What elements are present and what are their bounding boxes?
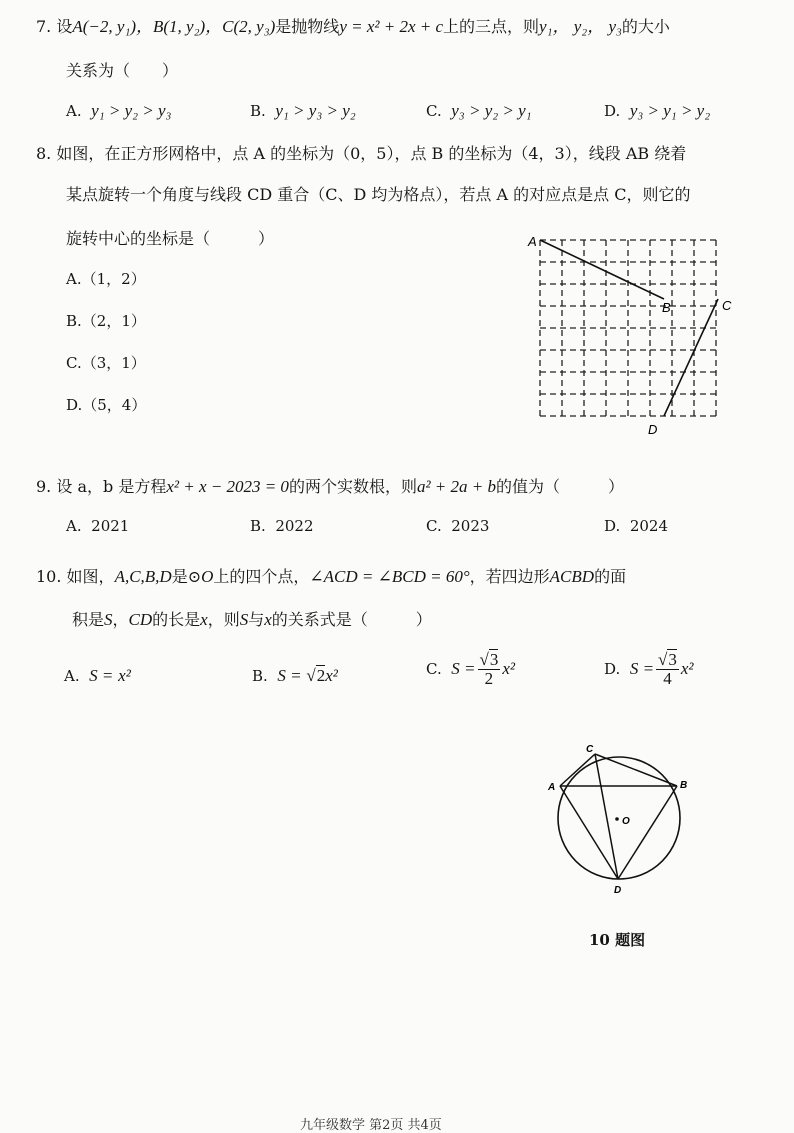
q10-option-b xyxy=(252,666,338,686)
radical-sign: √ xyxy=(306,666,316,685)
q9-option-c xyxy=(426,517,489,535)
fraction-denominator: 2 xyxy=(484,668,494,688)
option-label: B. xyxy=(66,312,82,330)
option-text: y₃ > y₂ > y₁ xyxy=(451,101,532,120)
option-lhs: S = xyxy=(277,666,302,685)
option-text: y₃ > y₁ > y₂ xyxy=(629,101,711,120)
fraction-numerator xyxy=(656,651,679,670)
segment-cd xyxy=(664,299,718,416)
option-text: y₁ > y₂ > y₃ xyxy=(91,101,172,120)
radical-sign: √ xyxy=(479,650,489,669)
q10-text-e: 的面 xyxy=(594,567,627,586)
q8-text-1: 如图，在正方形网格中，点 A 的坐标为（0，5），点 B 的坐标为（4，3），线段 AB 绕着 xyxy=(56,144,687,163)
option-label: D. xyxy=(66,396,83,414)
q10-angles: ∠ACD = ∠BCD = 60° xyxy=(309,567,470,586)
q7-stem-line2: 关系为（ ） xyxy=(66,61,179,80)
q10-text-j: 与 xyxy=(248,610,265,629)
q10-option-d xyxy=(604,651,694,689)
q7-option-c xyxy=(426,101,532,121)
q10-stem-line2 xyxy=(72,607,432,630)
point-b-label: B xyxy=(680,780,688,791)
var-s: S xyxy=(104,610,113,629)
q7-number: 7. xyxy=(36,17,52,36)
option-rhs: x² xyxy=(502,658,515,678)
q10-circle-name: O xyxy=(201,567,214,586)
option-label: C. xyxy=(66,354,82,372)
q10-text-a: 如图， xyxy=(66,567,115,586)
q8-stem-line1 xyxy=(36,141,686,164)
q9-expression: a² + 2a + b xyxy=(416,477,496,496)
circle-o xyxy=(558,757,680,879)
var-x: x xyxy=(200,610,208,629)
option-rhs: x² xyxy=(325,666,338,685)
q10-text-g: ， xyxy=(112,610,129,629)
option-label: D. xyxy=(604,517,621,535)
point-d-label: D xyxy=(648,422,658,437)
point-c-label: C xyxy=(722,298,732,313)
q10-option-c xyxy=(426,651,515,689)
radicand: 3 xyxy=(489,650,499,669)
q7-text-a: 设 xyxy=(56,17,73,36)
option-rhs: x² xyxy=(680,658,694,678)
option-label: C. xyxy=(426,659,442,678)
option-text: 2022 xyxy=(275,517,314,535)
var-x: x xyxy=(264,610,272,629)
q9-option-d xyxy=(604,517,668,535)
q7-points: A(−2, y₁)，B(1, y₂)，C(2, y₃) xyxy=(72,17,276,36)
q8-option-a xyxy=(66,268,146,289)
q10-quadrilateral: ACBD xyxy=(549,567,595,586)
option-text: 2024 xyxy=(629,517,668,535)
option-label: B. xyxy=(250,517,266,535)
q9-stem xyxy=(36,474,624,497)
option-lhs: S = xyxy=(451,658,476,678)
radicand: 3 xyxy=(668,650,677,669)
point-b-label: B xyxy=(662,300,671,315)
q10-text-d: ，若四边形 xyxy=(469,567,550,586)
option-label: D. xyxy=(604,659,621,678)
q10-text-c: 上的四个点， xyxy=(213,567,310,586)
q10-text-k: 的关系式是（ ） xyxy=(271,610,432,629)
option-lhs: S = xyxy=(629,658,655,678)
center-point xyxy=(615,817,619,821)
fraction-numerator xyxy=(478,651,501,670)
option-label: D. xyxy=(604,102,621,120)
q10-text-f: 积是 xyxy=(72,610,105,629)
option-text: y₁ > y₃ > y₂ xyxy=(275,101,356,120)
chord-bd xyxy=(618,786,677,879)
q9-text-b: 的两个实数根，则 xyxy=(288,477,417,496)
q7-option-b xyxy=(250,101,356,121)
q10-number: 10. xyxy=(36,567,62,586)
page-footer: 九年级数学 第2页 共4页 xyxy=(300,1118,442,1133)
q7-option-d xyxy=(604,101,710,121)
q9-number: 9. xyxy=(36,477,52,496)
option-label: A. xyxy=(66,102,82,120)
q10-stem-line1 xyxy=(36,564,626,587)
fraction-denominator: 4 xyxy=(663,668,672,688)
q7-text-c: 上的三点，则 xyxy=(443,17,540,36)
q7-vars: y₁， y₂， y₃ xyxy=(539,17,622,36)
q8-option-d xyxy=(66,394,146,415)
option-rhs: x² xyxy=(118,666,131,685)
option-text: （5，4） xyxy=(82,396,147,414)
q9-equation: x² + x − 2023 = 0 xyxy=(166,477,289,496)
q9-option-b xyxy=(250,517,314,535)
chord-ac xyxy=(560,754,595,786)
point-a-label: A xyxy=(528,234,537,249)
q8-grid-figure xyxy=(522,228,742,440)
q10-text-b: 是⊙ xyxy=(171,567,202,586)
q10-option-a xyxy=(64,666,131,686)
option-label: C. xyxy=(426,517,442,535)
q8-number: 8. xyxy=(36,144,52,163)
option-label: A. xyxy=(66,517,82,535)
q8-dashed-grid xyxy=(540,240,716,416)
point-c-label: C xyxy=(586,744,594,755)
segment-ab xyxy=(540,240,664,299)
q10-circle-figure xyxy=(540,738,700,898)
q8-stem-line3: 旋转中心的坐标是（ ） xyxy=(66,229,275,248)
radical-sign: √ xyxy=(658,650,668,669)
option-label: B. xyxy=(252,667,268,685)
q10-text-h: 的长是 xyxy=(152,610,201,629)
q10-points: A,C,B,D xyxy=(114,567,172,586)
var-cd: CD xyxy=(128,610,153,629)
q8-option-c xyxy=(66,352,146,373)
q7-option-a xyxy=(66,101,171,121)
point-o-label: O xyxy=(622,816,630,827)
option-lhs: S = xyxy=(89,666,114,685)
option-label: A. xyxy=(64,667,80,685)
point-a-label: A xyxy=(548,782,556,793)
q7-text-d: 的大小 xyxy=(621,17,670,36)
option-text: 2023 xyxy=(451,517,490,535)
q8-option-b xyxy=(66,310,146,331)
option-text: （1，2） xyxy=(81,270,146,288)
q9-option-a xyxy=(66,517,129,535)
option-label: A. xyxy=(66,270,82,288)
option-label: C. xyxy=(426,102,442,120)
option-text: （3，1） xyxy=(81,354,146,372)
q8-stem-line2: 某点旋转一个角度与线段 CD 重合（C、D 均为格点），若点 A 的对应点是点 C，则它的 xyxy=(66,185,691,204)
radicand: 2 xyxy=(316,666,326,685)
option-text: （2，1） xyxy=(81,312,146,330)
q9-text-c: 的值为（ ） xyxy=(496,477,625,496)
option-label: B. xyxy=(250,102,266,120)
var-s: S xyxy=(239,610,249,629)
q7-parabola-eq: y = x² + 2x + c xyxy=(339,17,444,36)
point-d-label: D xyxy=(614,885,622,896)
q10-text-i: ，则 xyxy=(207,610,240,629)
fraction xyxy=(656,651,679,689)
q10-figure-caption: 10 题图 xyxy=(589,931,646,949)
q7-stem xyxy=(36,12,670,37)
option-text: 2021 xyxy=(91,517,130,535)
q7-text-b: 是抛物线 xyxy=(275,17,340,36)
q9-text-a: 设 a，b 是方程 xyxy=(56,477,167,496)
fraction xyxy=(478,651,501,689)
